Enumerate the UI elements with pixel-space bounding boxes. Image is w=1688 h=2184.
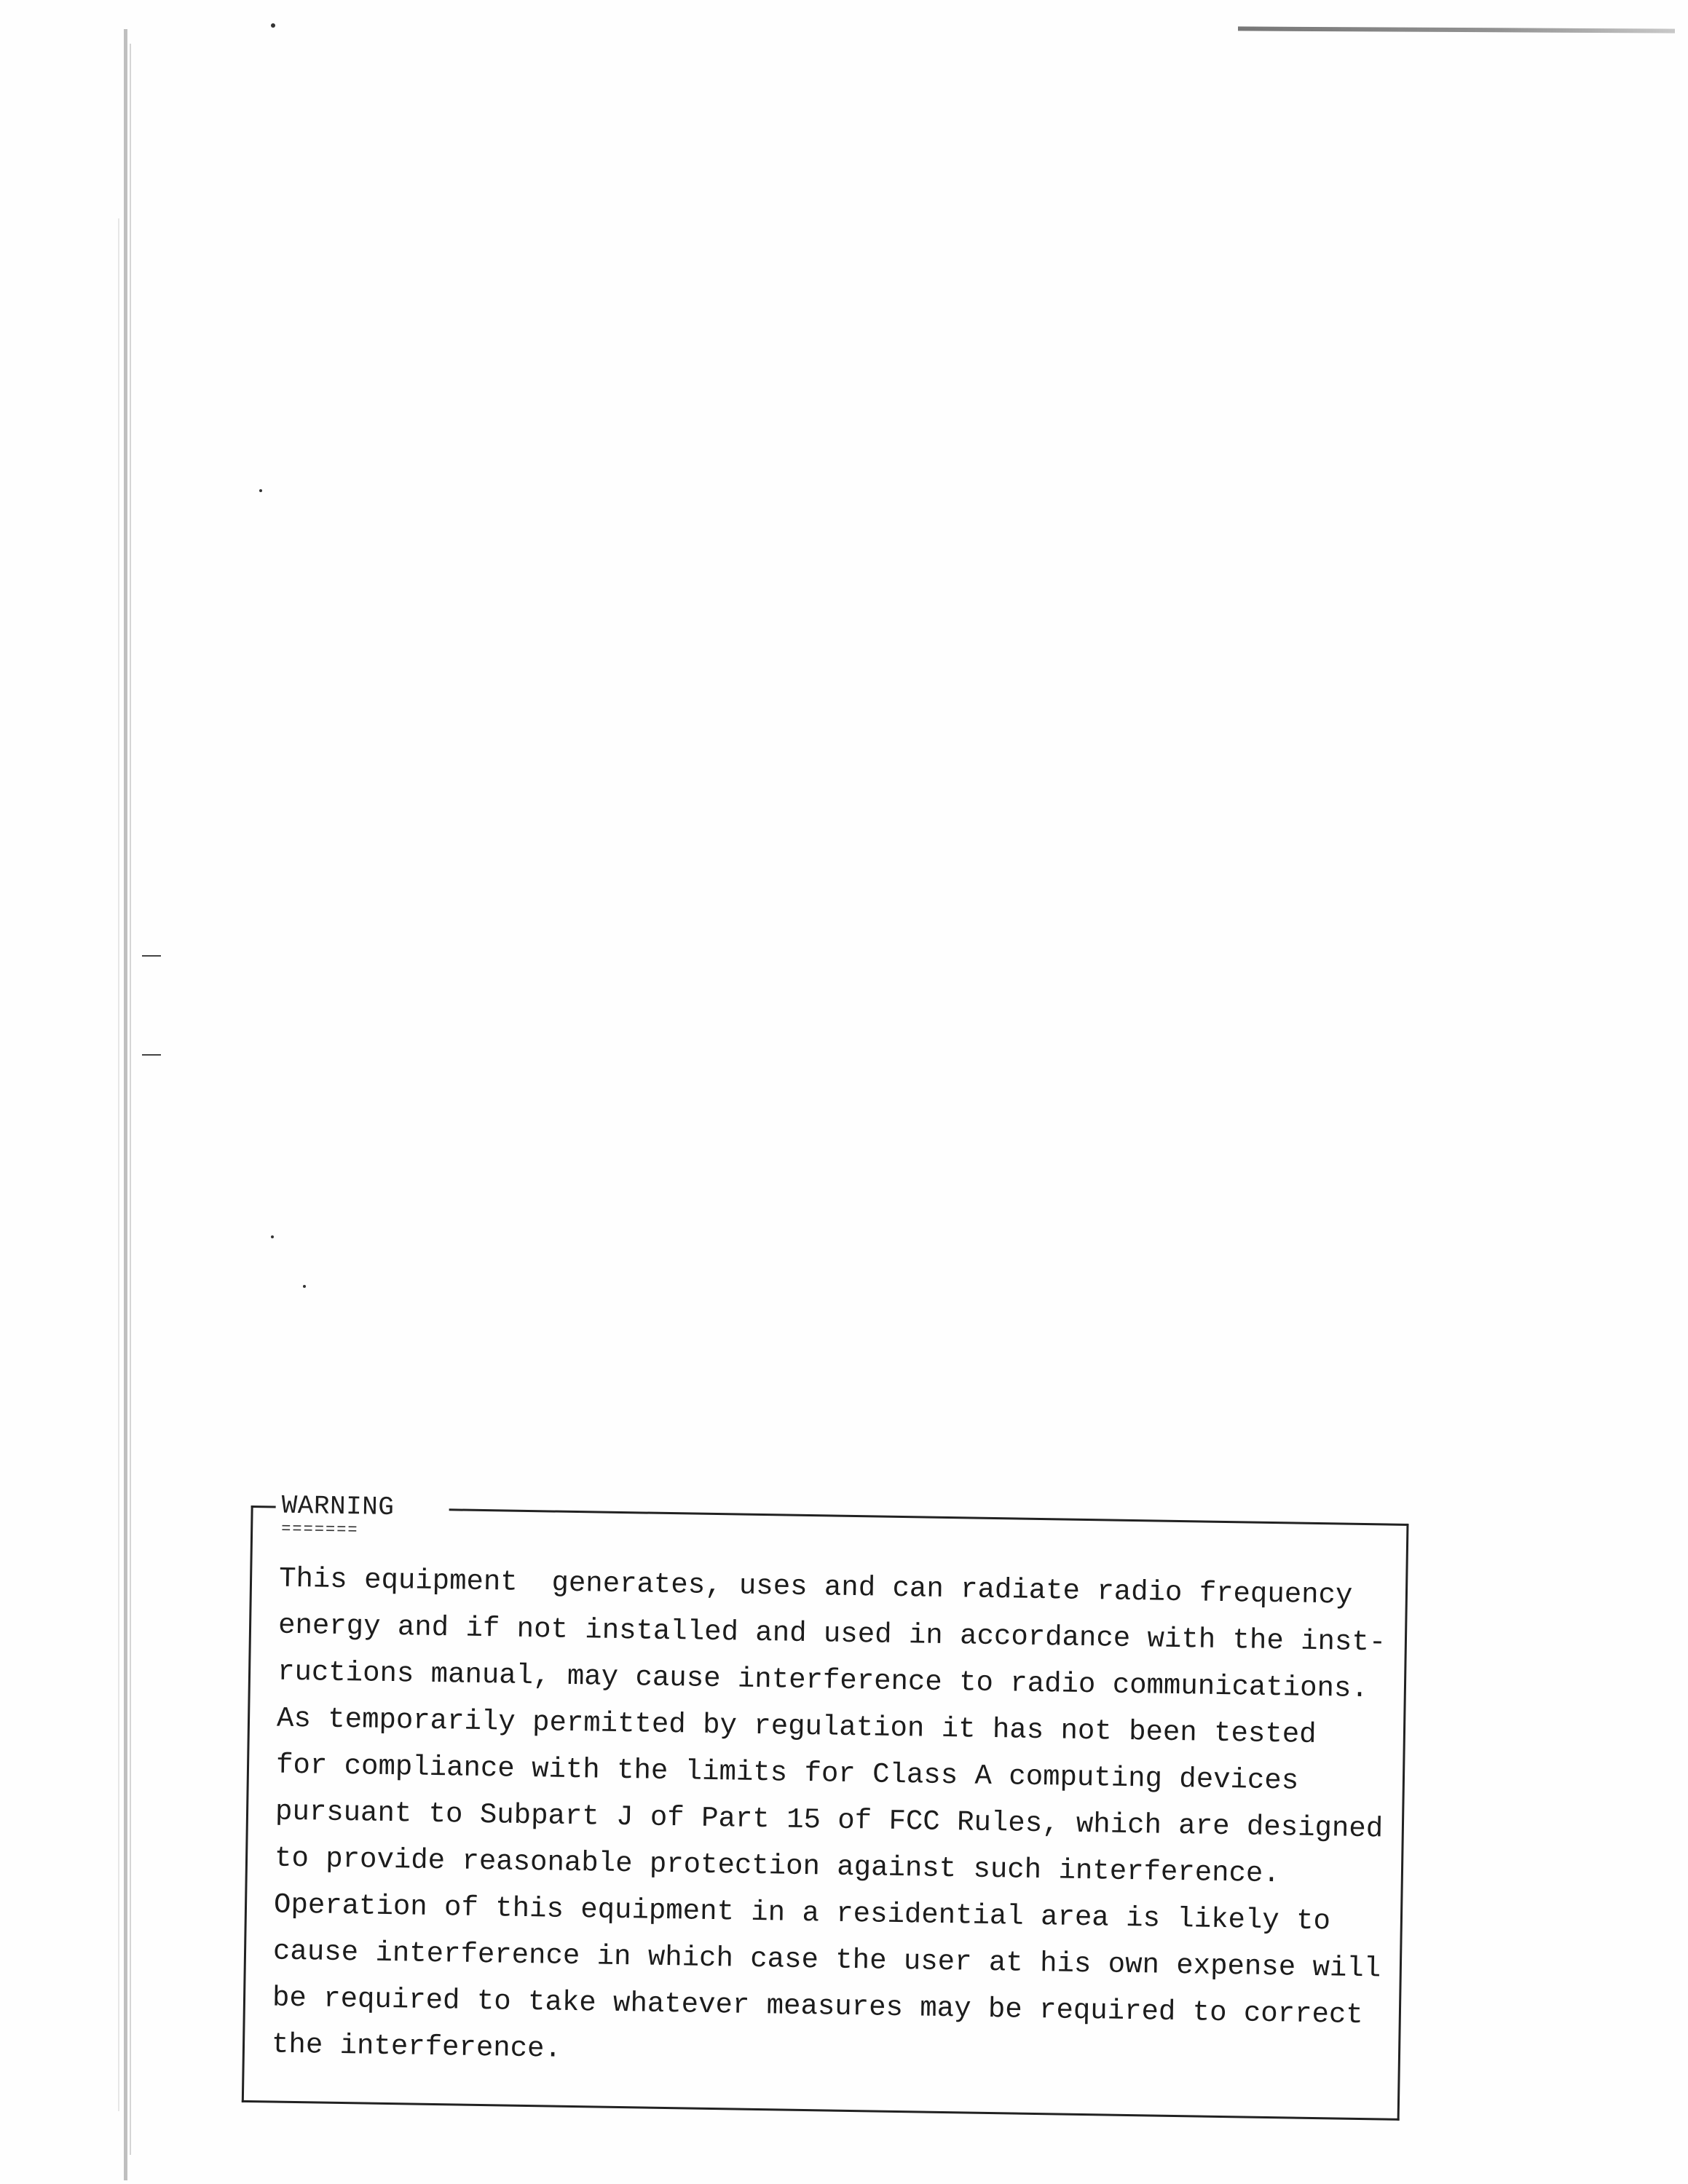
scan-speck — [271, 1235, 274, 1238]
binding-edge-line — [130, 44, 131, 2155]
binding-edge-faint-line — [118, 218, 119, 2111]
warning-heading-underline: ======= — [280, 1519, 359, 1540]
scan-mark — [142, 1054, 161, 1056]
warning-text-line: Operation of this equipment in a residential area is likely to — [273, 1888, 1331, 1938]
warning-box — [242, 1491, 1409, 2121]
binding-edge-shadow — [124, 29, 127, 2180]
warning-text-line: As temporarily permitted by regulation it has not been tested — [276, 1702, 1317, 1752]
warning-text-line: pursuant to Subpart J of Part 15 of FCC Rules, which are designed — [275, 1795, 1384, 1845]
top-edge-rule — [1238, 26, 1675, 33]
warning-text-line: This equipment generates, uses and can radiate radio frequency — [278, 1562, 1353, 1612]
warning-text-line: ructions manual, may cause interference to radio communications. — [277, 1655, 1369, 1706]
warning-text-line: be required to take whatever measures may be required to correct — [272, 1982, 1364, 2032]
warning-text-line: energy and if not installed and used in accordance with the inst- — [277, 1609, 1387, 1659]
scan-speck — [303, 1285, 306, 1288]
warning-frame-top-left — [251, 1506, 276, 1508]
warning-text-line: the interference. — [271, 2028, 562, 2065]
scan-mark — [142, 955, 161, 957]
warning-text-line: for compliance with the limits for Class A computing devices — [275, 1749, 1299, 1797]
warning-text — [272, 1556, 1387, 2086]
scan-speck — [271, 23, 275, 28]
warning-text-line: to provide reasonable protection against such interference. — [274, 1842, 1281, 1891]
scan-speck — [259, 489, 262, 492]
warning-heading: WARNING — [281, 1490, 395, 1523]
warning-text-line: cause interference in which case the user at his own expense will — [272, 1935, 1381, 1985]
